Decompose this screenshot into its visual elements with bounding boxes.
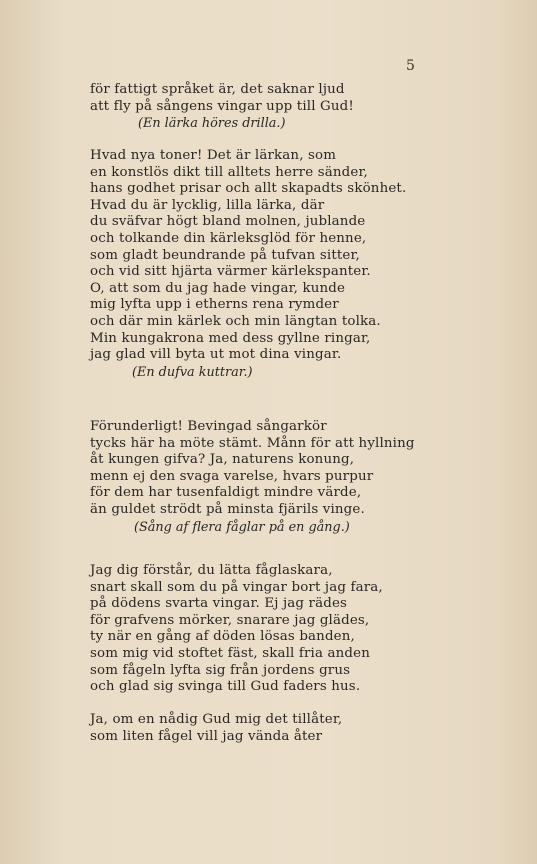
verse-line: Förunderligt! Bevingad sångarkör bbox=[90, 419, 327, 434]
verse-line: som mig vid stoftet fäst, skall fria anden bbox=[90, 645, 370, 661]
verse-line: för fattigt språket är, det saknar ljud bbox=[90, 82, 345, 97]
verse-line: Ja, om en nådig Gud mig det tillåter, bbox=[90, 712, 343, 727]
page-number: 5 bbox=[406, 58, 415, 74]
verse-line: på dödens svarta vingar. Ej jag rädes bbox=[90, 596, 348, 612]
verse-line: för grafvens mörker, snarare jag glädes, bbox=[90, 612, 370, 628]
verse-line: hans godhet prisar och allt skapadts skönhet. bbox=[90, 181, 407, 197]
verse-line: du sväfvar högt bland molnen, jublande bbox=[90, 214, 366, 230]
verse-line: som fågeln lyfta sig från jordens grus bbox=[90, 662, 351, 678]
verse-line: som liten fågel vill jag vända åter bbox=[90, 728, 323, 744]
verse-line: Min kungakrona med dess gyllne ringar, bbox=[90, 330, 371, 346]
stanza-5 bbox=[90, 712, 450, 745]
verse-line: tycks här ha möte stämt. Månn för att hyllning bbox=[90, 435, 415, 451]
verse-line: åt kungen gifva? Ja, naturens konung, bbox=[90, 452, 355, 468]
verse-line: menn ej den svaga varelse, hvars purpur bbox=[90, 468, 374, 484]
verse-line: som gladt beundrande på tufvan sitter, bbox=[90, 247, 360, 263]
verse-line: Jag dig förstår, du lätta fåglaskara, bbox=[90, 563, 333, 578]
verse-line: O, att som du jag hade vingar, kunde bbox=[90, 280, 346, 296]
verse-line: mig lyfta upp i etherns rena rymder bbox=[90, 297, 339, 313]
stanza-1 bbox=[90, 82, 450, 132]
verse-line: en konstlös dikt till alltets herre sänder, bbox=[90, 164, 368, 180]
verse-line: än guldet strödt på minsta fjärils vinge. bbox=[90, 501, 365, 517]
verse-line: och vid sitt hjärta värmer kärlekspanter. bbox=[90, 264, 371, 280]
verse-line: och glad sig svinga till Gud faders hus. bbox=[90, 679, 361, 695]
verse-line: och tolkande din kärleksglöd för henne, bbox=[90, 230, 367, 246]
stanza-4 bbox=[90, 563, 450, 696]
verse-line: Hvad du är lycklig, lilla lärka, där bbox=[90, 197, 325, 213]
stage-direction: (Sång af flera fåglar på en gång.) bbox=[134, 519, 350, 535]
verse-line: för dem har tusenfaldigt mindre värde, bbox=[90, 485, 362, 501]
stanza-3 bbox=[90, 419, 450, 536]
verse-line: att fly på sångens vingar upp till Gud! bbox=[90, 98, 354, 114]
verse-line: ty när en gång af döden lösas banden, bbox=[90, 629, 355, 645]
stanza-2 bbox=[90, 148, 450, 381]
verse-line: jag glad vill byta ut mot dina vingar. bbox=[90, 347, 342, 363]
verse-line: snart skall som du på vingar bort jag fara, bbox=[90, 579, 383, 595]
verse-line: och där min kärlek och min längtan tolka. bbox=[90, 313, 381, 329]
stage-direction: (En lärka höres drilla.) bbox=[138, 116, 286, 132]
stage-direction: (En dufva kuttrar.) bbox=[132, 364, 253, 380]
verse-line: Hvad nya toner! Det är lärkan, som bbox=[90, 148, 337, 163]
